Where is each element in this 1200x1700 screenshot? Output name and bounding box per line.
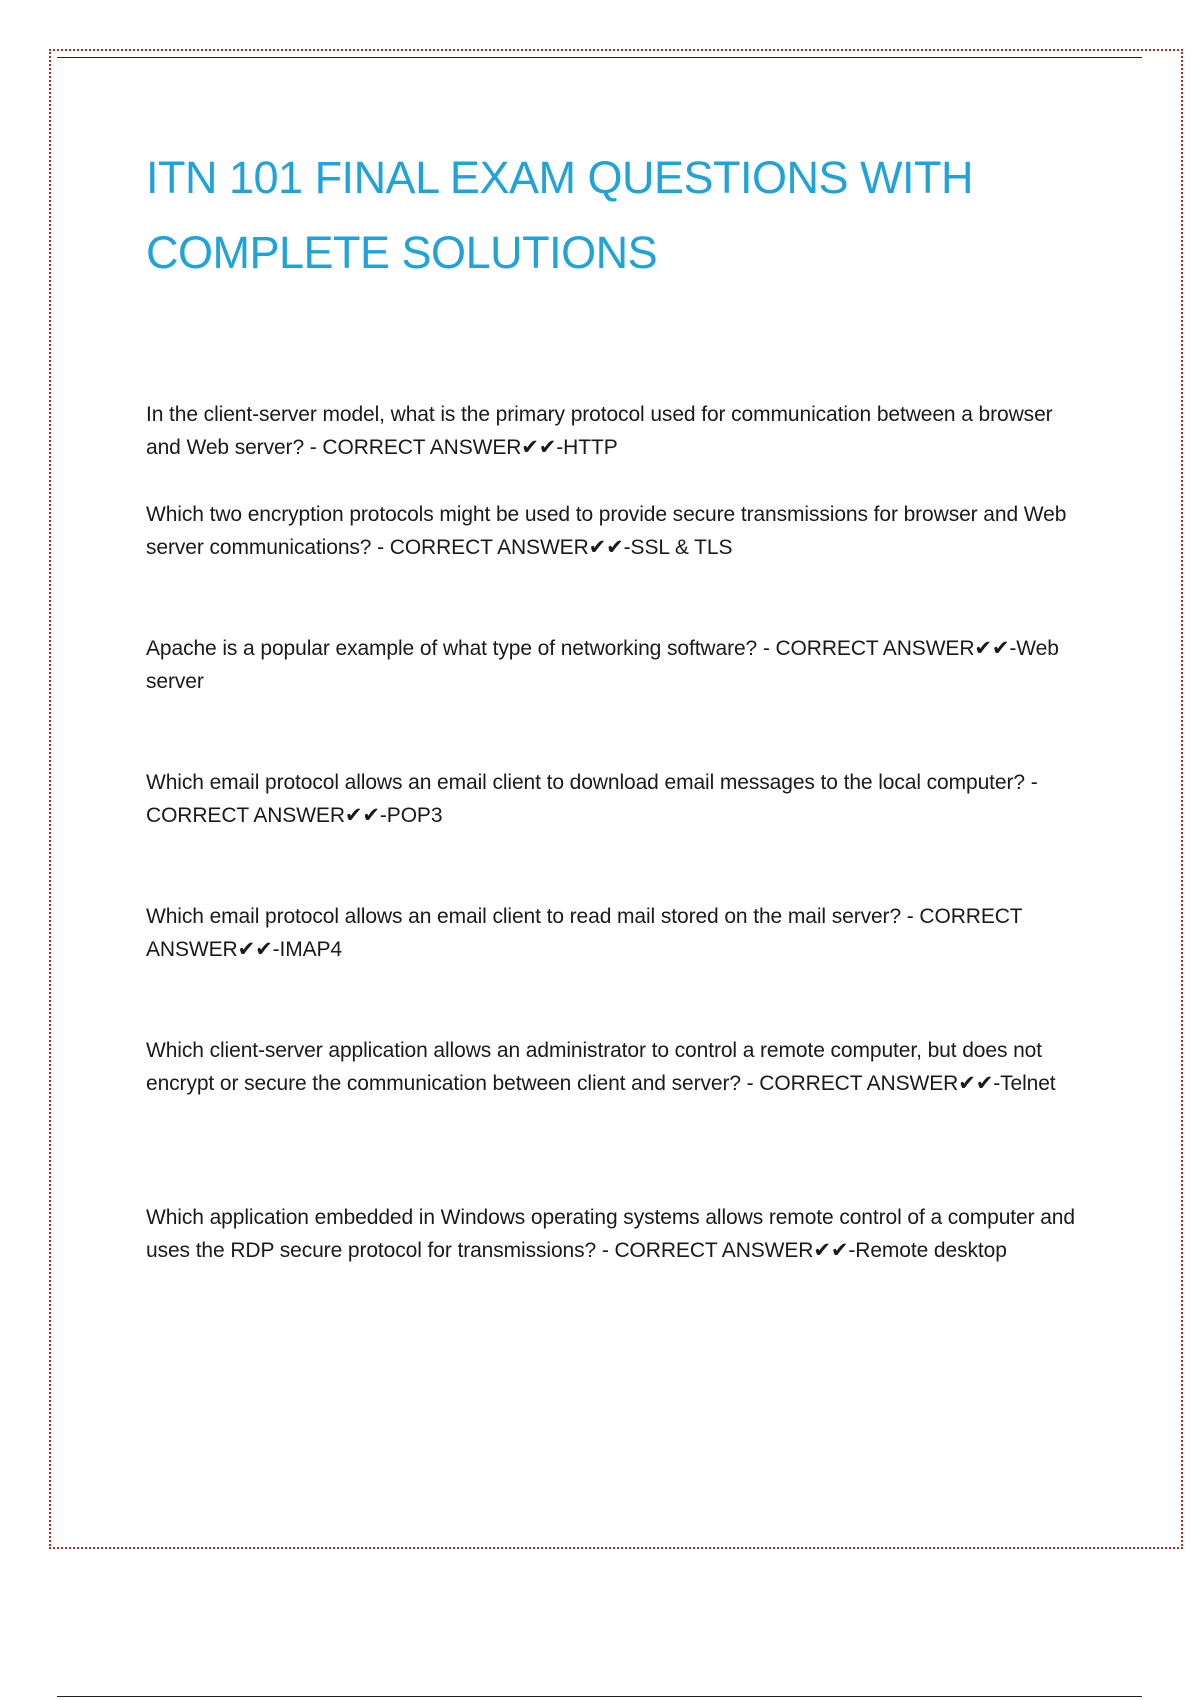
question-list [146, 398, 1076, 1301]
document-title: ITN 101 FINAL EXAM QUESTIONS WITH COMPLETE SOLUTIONS [146, 152, 973, 278]
header-rule [57, 57, 1142, 58]
question-item-1: In the client-server model, what is the primary protocol used for communication between a browser and Web server? - CORRECT ANSWER✔✔-HTTP [146, 403, 1053, 459]
question-item-3: Apache is a popular example of what type of networking software? - CORRECT ANSWER✔✔-Web server [146, 637, 1059, 693]
question-item-4: Which email protocol allows an email client to download email messages to the local computer? - CORRECT ANSWER✔✔-POP3 [146, 771, 1038, 827]
question-item-5: Which email protocol allows an email client to read mail stored on the mail server? - CORRECT ANSWER✔✔-IMAP4 [146, 905, 1023, 961]
question-item-6: Which client-server application allows an administrator to control a remote computer, but does not encrypt or secure the communication between client and server? - CORRECT ANSWER✔✔-Telnet [146, 1039, 1056, 1095]
footer-rule [57, 1696, 1142, 1697]
question-item-7: Which application embedded in Windows operating systems allows remote control of a computer and uses the RDP secure protocol for transmissions? - CORRECT ANSWER✔✔-Remote desktop [146, 1206, 1075, 1262]
question-item-2: Which two encryption protocols might be used to provide secure transmissions for browser and Web server communications? - CORRECT ANSWER✔✔-SSL & TLS [146, 503, 1067, 559]
